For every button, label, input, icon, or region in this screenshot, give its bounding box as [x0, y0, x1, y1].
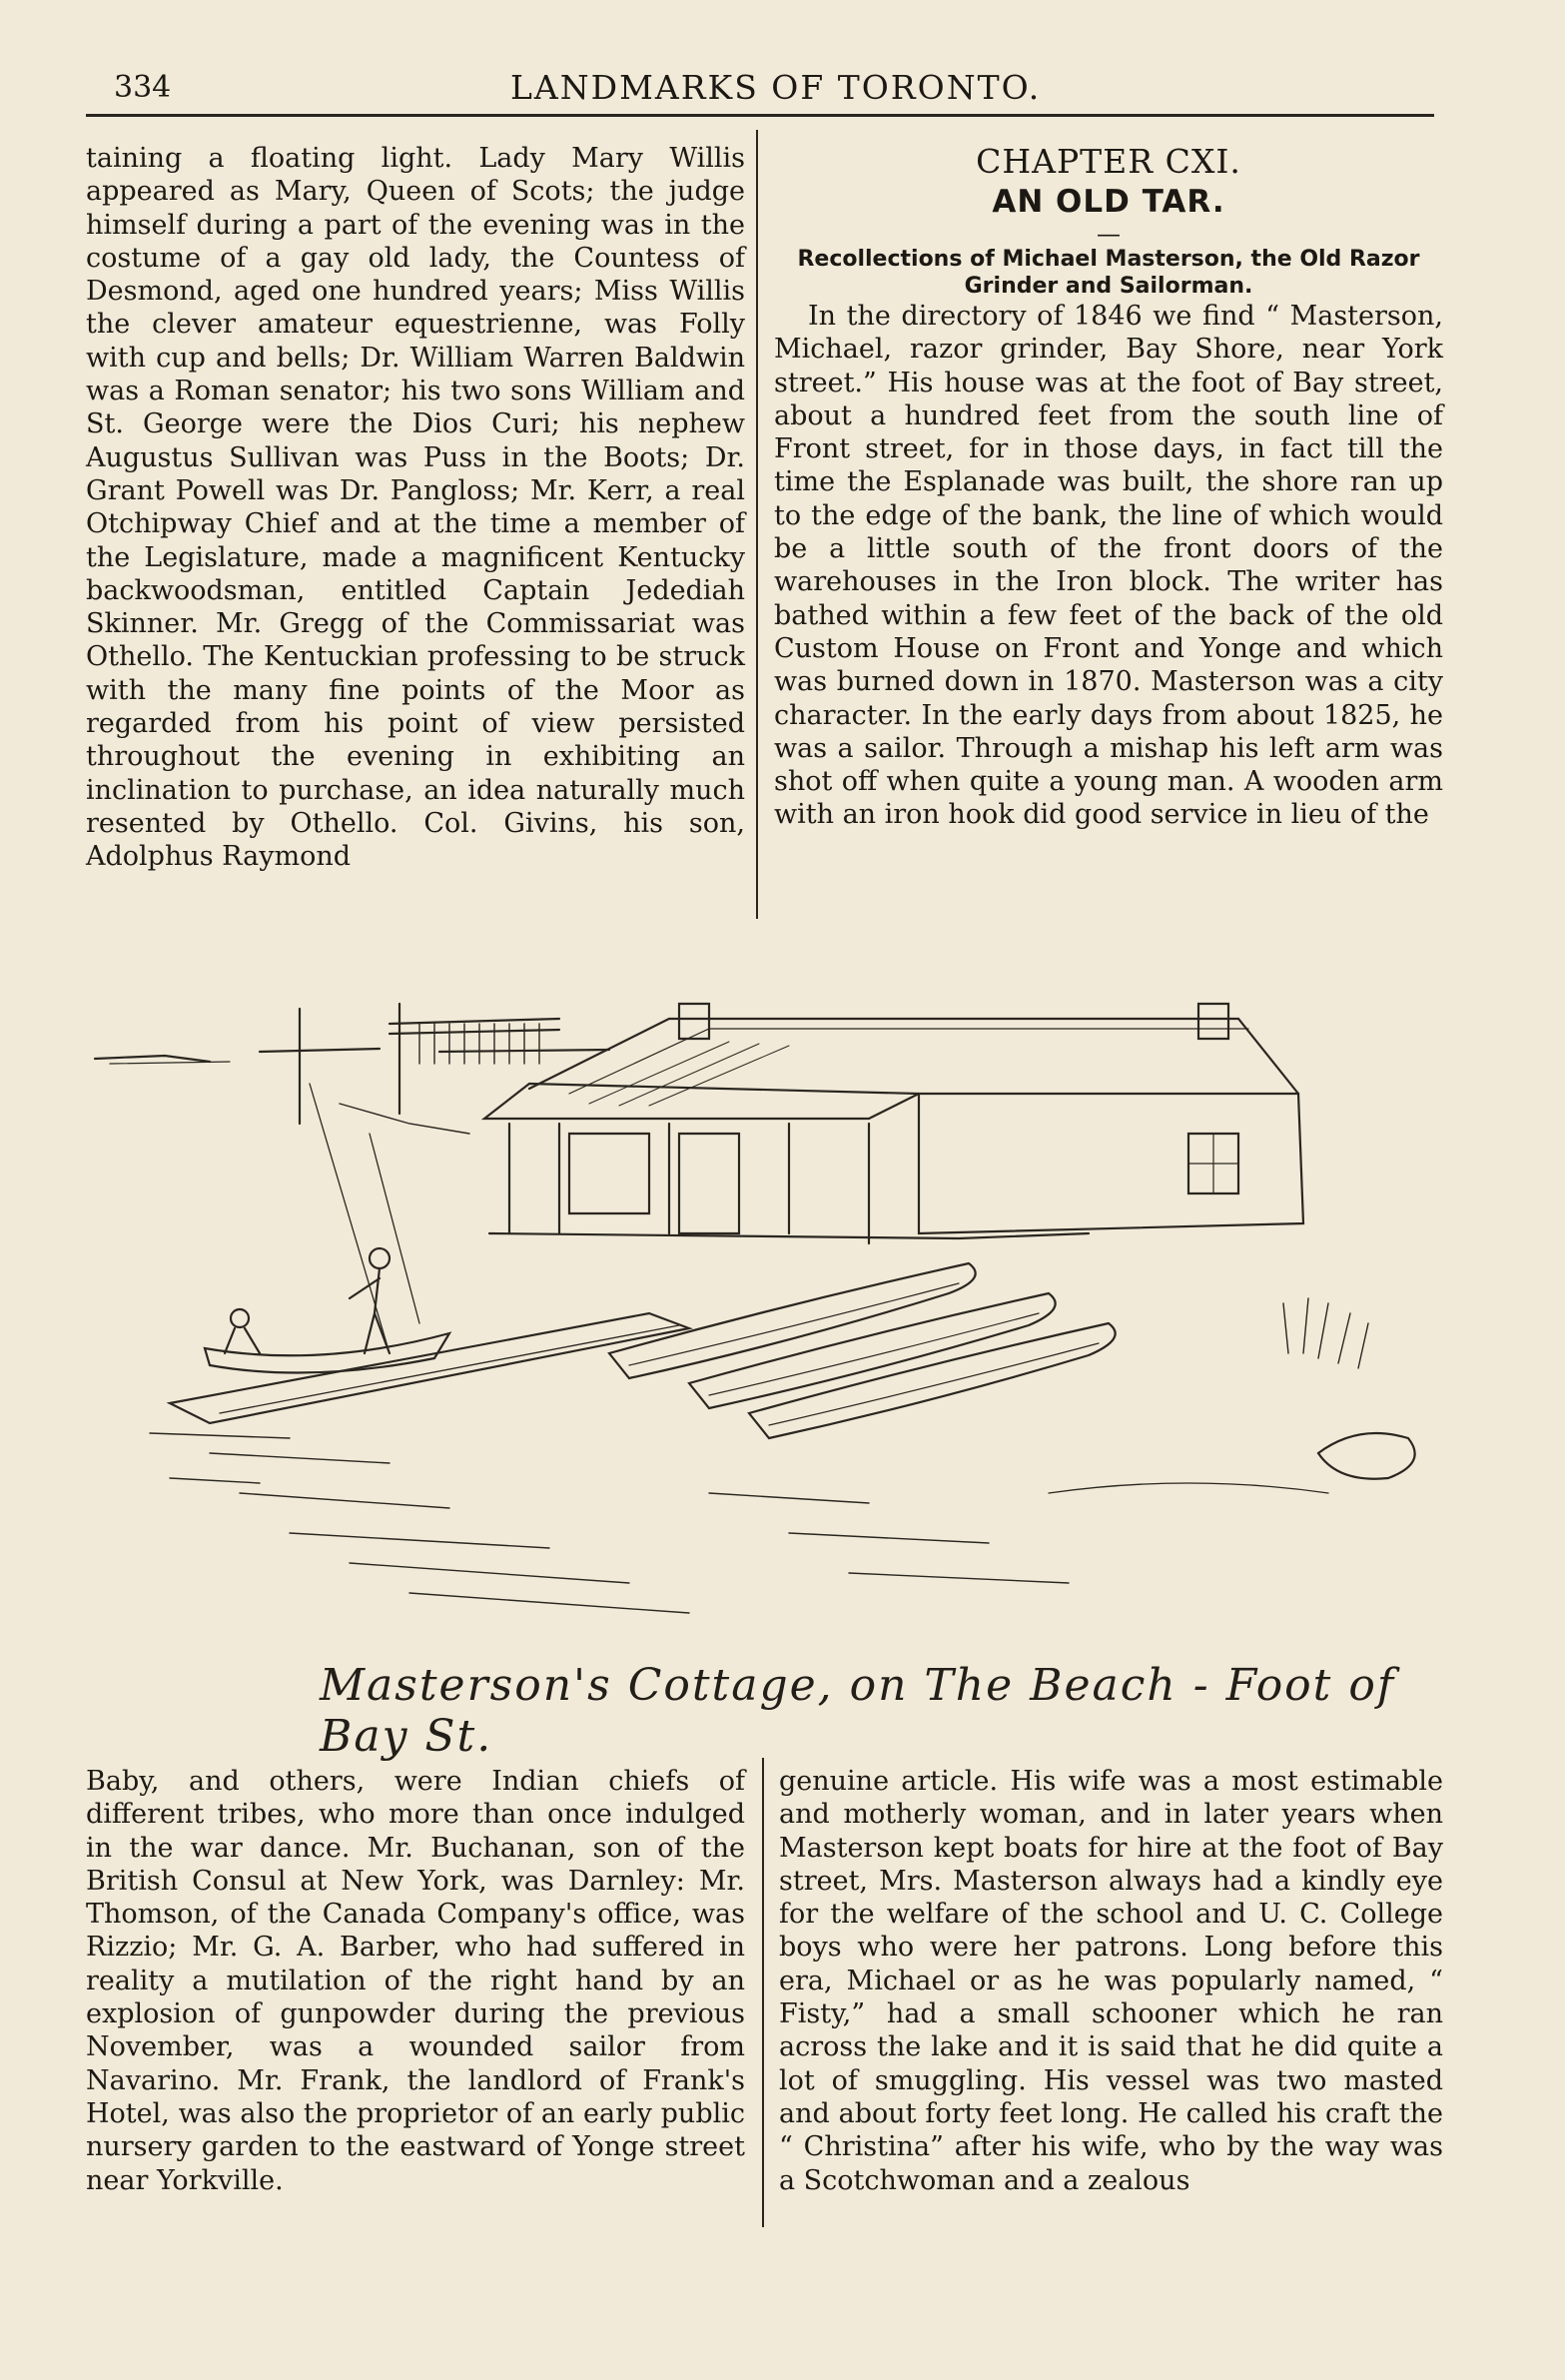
column-top-right	[774, 142, 1443, 832]
running-title: LANDMARKS OF TORONTO.	[510, 68, 1042, 107]
column-top-left	[86, 142, 745, 874]
column-divider	[756, 130, 758, 919]
page-header	[86, 66, 1434, 117]
beach-and-reeds	[1049, 1298, 1415, 1493]
chapter-dash: —	[1097, 220, 1121, 248]
paragraph: genuine article. His wife was a most estimable and motherly woman, and in later years when Masterson kept boats for hire at the foot of Bay street, Mrs. Masterson always had a kindly eye for the welfare of the school and U. C. College boys who were her patrons. Long before this era, Michael or as he was popularly named, “ Fisty,” had a small schooner which he ran across the lake and it is said that he did quite a lot of smuggling. His vessel was two masted and about forty feet long. He called his craft the “ Christina” after his wife, who by the way was a Scotchwoman and a zealous	[779, 1766, 1443, 2196]
chapter-number: CHAPTER CXI.	[976, 142, 1241, 181]
distant-shore	[95, 1049, 609, 1134]
column-divider	[762, 1758, 764, 2227]
column-bottom-right	[779, 1765, 1443, 2197]
rowboat-with-figures	[205, 1084, 449, 1373]
paragraph: taining a floating light. Lady Mary Willis appeared as Mary, Queen of Scots; the judge himself during a part of the evening was in the costume of a gay old lady, the Countess of Desmond, aged one hundred years; Miss Willis the clever amateur equestrienne, was Folly with cup and bells; Dr. William Warren Baldwin was a Roman senator; his two sons William and St. George were the Dios Curi; his nephew Augustus Sullivan was Puss in the Boots; Dr. Grant Powell was Dr. Pangloss; Mr. Kerr, a real Otchipway Chief and at the time a member of the Legislature, made a magnificent Kentucky backwoodsman, entitled Captain Jedediah Skinner. Mr. Gregg of the Commissariat was Othello. The Kentuckian professing to be struck with the many fine points of the Moor as regarded from his point of view persisted throughout the evening in exhibiting an inclination to purchase, an idea naturally much resented by Othello. Col. Givins, his son, Adolphus Raymond	[86, 143, 745, 873]
chapter-subtitle: Recollections of Michael Masterson, the Old Razor Grinder and Sailorman.	[797, 247, 1420, 299]
beached-boats	[609, 1263, 1116, 1438]
wharf	[170, 1313, 689, 1423]
paragraph: Baby, and others, were Indian chiefs of different tribes, who more than once indulged in the war dance. Mr. Buchanan, son of the British Consul at New York, was Darnley: Mr. Thomson, of the Canada Company's office, was Rizzio; Mr. G. A. Barber, who had suffered in reality a mutilation of the right hand by an explosion of gunpowder during the previous November, was a wounded sailor from Navarino. Mr. Frank, the landlord of Frank's Hotel, was also the proprietor of an early public nursery garden to the eastward of Yonge street near Yorkville.	[86, 1766, 745, 2196]
paragraph: In the directory of 1846 we find “ Masterson, Michael, razor grinder, Bay Shore, near York street.” His house was at the foot of Bay street, about a hundred feet from the south line of Front street, for in those days, in fact till the time the Esplanade was built, the shore ran up to the edge of the bank, the line of which would be a little south of the front doors of the warehouses in the Iron block. The writer has bathed within a few feet of the back of the old Custom House on Front and Yonge and which was burned down in 1870. Masterson was a city character. In the early days from about 1825, he was a sailor. Through a mishap his left arm was shot off when quite a young man. A wooden arm with an iron hook did good service in lieu of the	[774, 301, 1443, 831]
page-number: 334	[114, 70, 172, 105]
cottage	[484, 1004, 1303, 1243]
chapter-title: AN OLD TAR.	[992, 184, 1225, 220]
illustration-caption: Masterson's Cottage, on The Beach - Foot of Bay St.	[320, 1660, 1396, 1762]
water-lines	[150, 1433, 1069, 1613]
column-bottom-left	[86, 1765, 745, 2197]
pier-posts	[300, 1004, 559, 1124]
cottage-illustration	[90, 934, 1458, 1633]
